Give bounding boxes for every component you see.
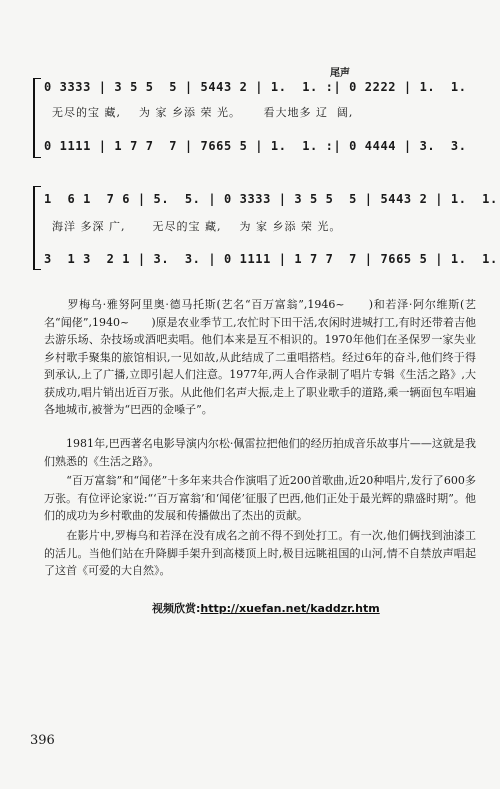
lyrics-line: 无尽的宝 藏, 为 家 乡添 荣 光。 看大地多 辽 阔, [52, 106, 354, 119]
paragraph-1: 罗梅乌·雅努阿里奥·德马托斯(艺名“百万富翁”,1946~ )和若泽·阿尔维斯(艺名“闻佬”,1940~ )原是农业季节工,农忙时下田干活,农闲时进城打工,有时还带着吉他去游乐场、杂技场或酒吧卖唱。他们本来是互不相识的。1970年他们在圣保罗一家失业乡村歌手聚集的旅馆相识,一见如故,从此结成了二重唱搭档。经过6年的奋斗,他们终于得到承认,上了广播,立即引起人们注意。1977年,两人合作录制了唱片专辑《生活之路》,大获成功,唱片销出近百万张。从此他们名声大振,走上了职业歌手的道路,乘一辆面包车唱遍各地城市,被誉为“巴西的金嗓子”。 [44, 298, 476, 416]
melody-line: 0 3333 | 3 5 5 5 | 5443 2 | 1. 1. :| 0 2222 | 1. 1. [44, 80, 467, 94]
melody-line: 1 6 1 7 6 | 5. 5. | 0 3333 | 3 5 5 5 | 5443 2 | 1. 1. [44, 192, 498, 206]
lyrics-line: 海洋 多深 广, 无尽的宝 藏, 为 家 乡添 荣 光。 [52, 220, 342, 233]
paragraph-2: 1981年,巴西著名电影导演内尔松·佩雷拉把他们的经历拍成音乐故事片——这就是我们熟悉的《生活之路》。 [44, 437, 476, 468]
video-link-url[interactable]: http://xuefan.net/kaddzr.htm [200, 602, 380, 615]
coda-label: 尾声 [330, 68, 350, 79]
paragraph-3: “百万富翁”和“闻佬”十多年来共合作演唱了近200首歌曲,近20种唱片,发行了600多万张。有位评论家说:“‘百万富翁’和‘闻佬’征服了巴西,他们正处于最光辉的鼎盛时期”。他们的成功为乡村歌曲的发展和传播做出了杰出的贡献。 [44, 474, 476, 522]
system-brace [33, 186, 41, 270]
page-number: 396 [30, 733, 55, 748]
paragraph-4: 在影片中,罗梅乌和若泽在没有成名之前不得不到处打工。有一次,他们俩找到油漆工的活儿。当他们站在升降脚手架升到高楼顶上时,极目远眺祖国的山河,情不自禁放声唱起了这首《可爱的大自然》。 [44, 529, 476, 577]
video-link-label: 视频欣赏: [152, 602, 201, 615]
harmony-line: 3 1 3 2 1 | 3. 3. | 0 1111 | 1 7 7 7 | 7665 5 | 1. 1. [44, 252, 498, 266]
video-link[interactable] [152, 600, 380, 616]
harmony-line: 0 1111 | 1 7 7 7 | 7665 5 | 1. 1. :| 0 4444 | 3. 3. [44, 139, 467, 153]
system-brace [33, 78, 41, 158]
